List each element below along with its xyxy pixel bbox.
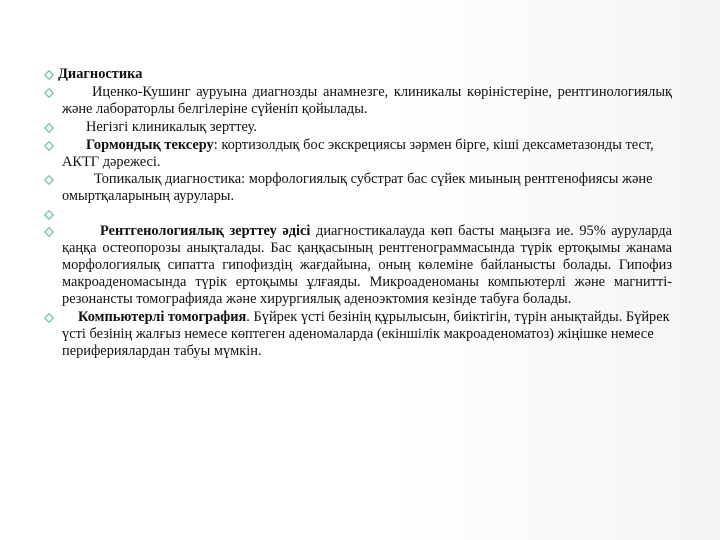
section-heading: Диагностика <box>58 66 143 82</box>
rotated-square-bullet-icon <box>44 88 54 98</box>
item-text <box>62 309 672 360</box>
rotated-square-bullet-icon <box>44 123 54 133</box>
item-bold-lead: Рентгенологиялық зерттеу әдiсi <box>100 223 311 240</box>
item-bold-lead: Гормондық тексеру <box>86 136 214 153</box>
rotated-square-bullet-icon <box>44 141 54 151</box>
item-body: диагностикалауда көп басты маңызға ие. 95% ауруларда қаңқа остеопорозы анықталады. Бас қаңқасының рентгенограммасында түрiк ертоқымы жанама морфологиялық сипатта гипофиздiң жағдайына, оның көлемiне байланысты болады. Гипофиз макроаденомасында түрiк ертоқымы ұлғаяды. Микроаденоманы компьютерлi және магнитті-резонансты томографияда және хирургиялық аденоэктомия кезiнде табуға болады. <box>62 223 672 307</box>
item-body: : кортизолдық бос экскрециясы зәрмен бiрге, кiшi дексаметазонды тест, АКТГ дәрежесi. <box>62 136 654 170</box>
rotated-square-bullet-icon <box>44 313 54 323</box>
item-text: Негiзгi клиникалық зерттеу. <box>86 118 257 135</box>
list-item <box>44 171 672 205</box>
item-body: . Бүйрек үстi безiнiң құрылысын, биiктiгiн, түрiн анықтайды. Бүйрек үстi безiнiң жалғыз немесе көптеген аденомаларда (екiншiлiк макроаденоматоз) жiңiшке немесе перифериялардан табуы мүмкiн. <box>62 308 670 359</box>
list-item <box>44 309 672 360</box>
rotated-square-bullet-icon <box>44 210 54 220</box>
item-text <box>62 223 672 308</box>
rotated-square-bullet-icon <box>44 70 54 80</box>
item-text: Топикалық диагностика: морфологиялық субстрат бас сүйек миының рентгенофиясы және омыртқаларының аурулары. <box>62 171 653 205</box>
item-text: Иценко-Кушинг ауруына диагнозды анамнезге, клиникалы көрiнiстерiне, рентгинологиялық және лабораторлы белгiлерiне сүйенiп қойылады. <box>62 83 672 117</box>
item-text <box>62 137 672 171</box>
rotated-square-bullet-icon <box>44 227 54 237</box>
list-item <box>44 84 672 118</box>
rotated-square-bullet-icon <box>44 175 54 185</box>
list-item <box>44 223 672 308</box>
list-item <box>44 137 672 171</box>
list-item-empty <box>44 206 672 222</box>
list-item <box>44 119 672 136</box>
slide-content <box>44 66 672 360</box>
item-bold-lead: Компьютерлi томография <box>78 308 247 325</box>
list-item-heading <box>44 66 672 83</box>
